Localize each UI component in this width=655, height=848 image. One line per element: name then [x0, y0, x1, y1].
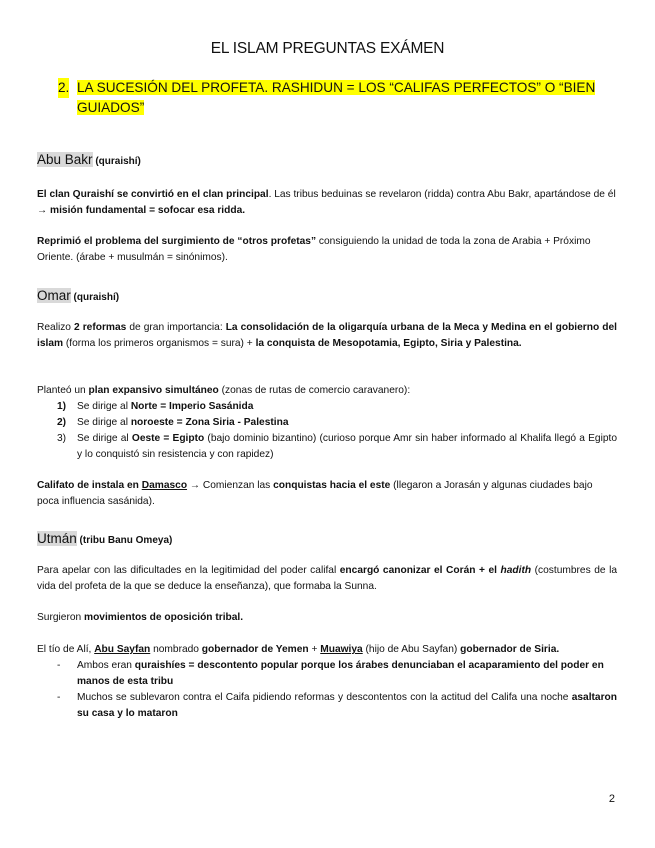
- body-text: consiguiendo la unidad de toda la zona de Arabia + Próximo Oriente. (árabe + musulmán = sinónimos).: [37, 236, 591, 263]
- omar-paragraph-1: [37, 320, 617, 351]
- bold-text: encargó canonizar el Corán + el: [339, 565, 501, 576]
- utman-list-item-2: [57, 690, 617, 721]
- bold-text: plan expansivo simultáneo: [88, 385, 219, 396]
- bold-text: Reprimió el problema del surgimiento de “otros profetas”: [37, 236, 317, 247]
- bold-text: Oeste = Egipto: [131, 433, 205, 444]
- body-text: (llegaron a Jorasán y algunas ciudades bajo poca influencia sasánida).: [37, 480, 593, 507]
- body-text: → Comienzan las: [187, 480, 274, 491]
- bold-text: gobernador de Yemen: [201, 644, 309, 655]
- bold-underlined-text: Muawiya: [320, 644, 363, 655]
- body-text: de gran importancia:: [126, 322, 226, 333]
- utman-paragraph-1: [37, 563, 617, 594]
- omar-paragraph-2: [37, 383, 617, 399]
- bold-text: Califato de instala en: [37, 480, 142, 491]
- bold-underlined-text: Abu Sayfan: [94, 644, 151, 655]
- bold-text: La consolidación de la oligarquía urbana de la Meca y Medina en el gobierno del islam: [37, 322, 617, 349]
- abu-bakr-paragraph-2: [37, 234, 617, 265]
- body-text: (zonas de rutas de comercio caravanero):: [218, 385, 411, 396]
- bold-text: asaltaron su casa y lo mataron: [77, 692, 617, 719]
- body-text: El tío de Alí,: [37, 644, 95, 655]
- bold-text: 2 reformas: [74, 322, 127, 333]
- body-text: Planteó un: [37, 385, 89, 396]
- body-text: Muchos se sublevaron contra el Caifa pidiendo reformas y descontentos con la actitud del Califa una noche: [77, 692, 572, 703]
- section-heading: [58, 78, 618, 118]
- page-number: 2: [608, 793, 615, 805]
- bold-text: la conquista de Mesopotamia, Egipto, Siria y Palestina.: [255, 337, 522, 349]
- bold-underlined-text: Damasco: [141, 480, 188, 491]
- utman-name: Utmán: [37, 531, 77, 546]
- bold-text: conquistas hacia el este: [273, 480, 391, 491]
- list-marker: -: [57, 660, 61, 671]
- document-title: EL ISLAM PREGUNTAS EXÁMEN: [210, 40, 445, 57]
- body-text: nombrado: [150, 644, 202, 655]
- utman-heading: [37, 531, 172, 546]
- body-text: Para apelar con las dificultades en la legitimidad del poder califal: [37, 565, 340, 576]
- omar-list-item-3: [57, 431, 617, 462]
- utman-list-item-1: [57, 658, 617, 689]
- list-marker: 1): [57, 401, 67, 412]
- body-text: Se dirige al: [77, 417, 131, 428]
- body-text: (hijo de Abu Sayfan): [362, 644, 461, 655]
- body-text: Realizo: [37, 322, 75, 333]
- bold-text: movimientos de oposición tribal.: [84, 612, 244, 623]
- bold-text: quraishíes = descontento popular porque los árabes denunciaban el acaparamiento del poder en manos de esta tribu: [77, 660, 604, 687]
- omar-heading: [37, 288, 119, 303]
- bold-text: gobernador de Siria.: [460, 644, 560, 655]
- omar-list-item-2: [57, 415, 617, 431]
- body-text: Ambos eran: [77, 660, 135, 671]
- body-text: . Las tribus beduinas se revelaron (ridda) contra Abu Bakr, apartándose de él →: [37, 189, 616, 216]
- body-text: Se dirige al: [77, 433, 132, 444]
- list-marker: 3): [57, 433, 67, 444]
- section-number: 2.: [58, 78, 69, 98]
- omar-list-item-1: [57, 399, 617, 415]
- bold-text: noroeste = Zona Siria - Palestina: [130, 417, 289, 428]
- body-text: Surgieron: [37, 612, 85, 623]
- body-text: Se dirige al: [77, 401, 131, 412]
- body-text: (bajo dominio bizantino) (curioso porque Amr sin haber informado al Khalifa llegó a Egipto y lo conquistó sin resistencia y con rapidez): [77, 433, 617, 460]
- bold-text: Norte = Imperio Sasánida: [130, 401, 254, 412]
- abu-bakr-tribe: (quraishí): [95, 156, 141, 167]
- section-heading-text: LA SUCESIÓN DEL PROFETA. RASHIDUN = LOS “CALIFAS PERFECTOS” O “BIEN GUIADOS”: [77, 80, 596, 115]
- utman-paragraph-2: [37, 610, 617, 626]
- bold-text: El clan Quraishí se convirtió en el clan principal: [37, 189, 269, 200]
- body-text: (costumbres de la vida del profeta de la que se deduce la enseñanza), que formaba la Sunna.: [37, 565, 617, 592]
- abu-bakr-name: Abu Bakr: [37, 152, 93, 167]
- body-text: (forma los primeros organismos = sura) +: [63, 337, 256, 349]
- omar-name: Omar: [37, 288, 71, 303]
- body-text: +: [308, 644, 321, 655]
- omar-tribe: (quraishí): [73, 292, 120, 303]
- omar-paragraph-3: [37, 478, 617, 509]
- abu-bakr-paragraph-1: [37, 187, 617, 218]
- list-marker: -: [57, 692, 61, 703]
- utman-tribe: (tribu Banu Omeya): [79, 535, 173, 546]
- abu-bakr-heading: [37, 152, 141, 167]
- list-marker: 2): [57, 417, 67, 428]
- bold-italic-text: hadith: [500, 565, 532, 576]
- utman-paragraph-3: [37, 642, 617, 658]
- bold-text: misión fundamental = sofocar esa ridda.: [50, 204, 246, 216]
